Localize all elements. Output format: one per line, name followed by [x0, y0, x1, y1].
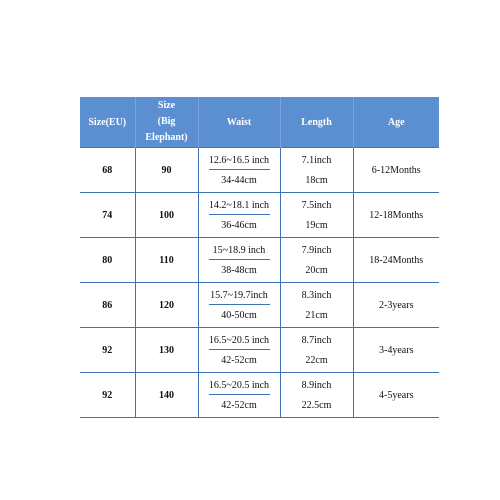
cell-length-cm: 21cm	[305, 309, 328, 321]
header-size-eu: Size(EU)	[80, 97, 135, 148]
cell-size-eu: 92	[80, 373, 135, 418]
cell-length	[280, 148, 353, 193]
cell-length-inch: 8.3inch	[301, 289, 332, 301]
cell-waist	[198, 238, 280, 283]
table-header	[80, 97, 439, 148]
cell-size: 100	[135, 193, 198, 238]
cell-waist-inch: 15.7~19.7inch	[199, 283, 280, 305]
cell-waist-inch: 15~18.9 inch	[199, 238, 280, 260]
table-row	[80, 328, 439, 373]
header-waist: Waist	[198, 97, 280, 148]
cell-age: 12-18Months	[353, 193, 439, 238]
cell-size-eu: 92	[80, 328, 135, 373]
cell-waist-cm: 36-46cm	[221, 219, 257, 231]
cell-size-eu: 80	[80, 238, 135, 283]
header-size-line2: (Big Elephant)	[145, 116, 188, 143]
cell-length-inch: 7.9inch	[301, 244, 332, 256]
cell-size-eu: 86	[80, 283, 135, 328]
cell-size: 130	[135, 328, 198, 373]
cell-length-cm: 19cm	[305, 219, 328, 231]
cell-length	[280, 283, 353, 328]
cell-length-inch: 8.7inch	[301, 334, 332, 346]
cell-waist-inch: 12.6~16.5 inch	[199, 148, 280, 170]
cell-length	[280, 373, 353, 418]
cell-waist	[198, 328, 280, 373]
cell-length	[280, 238, 353, 283]
cell-length-inch: 7.5inch	[301, 199, 332, 211]
table-body	[80, 148, 439, 418]
header-row	[80, 97, 439, 148]
cell-length-inch: 7.1inch	[301, 154, 332, 166]
cell-age: 3-4years	[353, 328, 439, 373]
cell-waist-inch: 16.5~20.5 inch	[199, 328, 280, 350]
cell-size-eu: 68	[80, 148, 135, 193]
cell-waist-inch: 16.5~20.5 inch	[199, 373, 280, 395]
cell-size: 110	[135, 238, 198, 283]
cell-size: 120	[135, 283, 198, 328]
cell-length	[280, 328, 353, 373]
cell-age: 6-12Months	[353, 148, 439, 193]
cell-waist-cm: 42-52cm	[221, 354, 257, 366]
cell-age: 18-24Months	[353, 238, 439, 283]
cell-length-cm: 18cm	[305, 174, 328, 186]
table-row	[80, 373, 439, 418]
cell-waist-cm: 42-52cm	[221, 399, 257, 411]
table-row	[80, 193, 439, 238]
cell-waist-cm: 38-48cm	[221, 264, 257, 276]
header-size-line1: Size	[157, 100, 176, 111]
header-length: Length	[280, 97, 353, 148]
header-age: Age	[353, 97, 439, 148]
cell-size-eu: 74	[80, 193, 135, 238]
cell-waist	[198, 373, 280, 418]
cell-size: 90	[135, 148, 198, 193]
cell-age: 2-3years	[353, 283, 439, 328]
cell-size: 140	[135, 373, 198, 418]
cell-waist-cm: 40-50cm	[221, 309, 257, 321]
cell-waist	[198, 193, 280, 238]
size-chart-table	[80, 97, 439, 418]
cell-length-cm: 22.5cm	[301, 399, 332, 411]
cell-length-cm: 22cm	[305, 354, 328, 366]
cell-waist	[198, 283, 280, 328]
table-row	[80, 238, 439, 283]
table-row	[80, 283, 439, 328]
cell-waist	[198, 148, 280, 193]
cell-age: 4-5years	[353, 373, 439, 418]
table-row	[80, 148, 439, 193]
cell-waist-inch: 14.2~18.1 inch	[199, 193, 280, 215]
header-size	[135, 97, 198, 148]
cell-waist-cm: 34-44cm	[221, 174, 257, 186]
cell-length-inch: 8.9inch	[301, 379, 332, 391]
cell-length-cm: 20cm	[305, 264, 328, 276]
cell-length	[280, 193, 353, 238]
